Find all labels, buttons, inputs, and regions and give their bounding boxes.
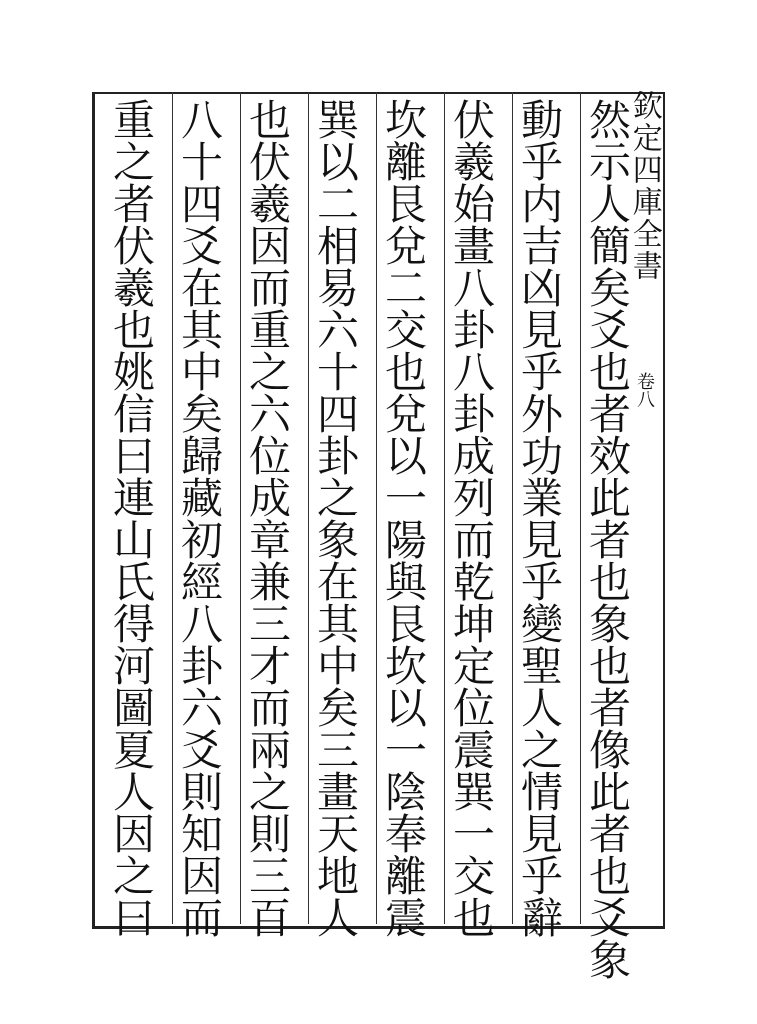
text-column-8 — [104, 96, 164, 943]
character: 也 — [588, 348, 631, 397]
character: 因 — [112, 810, 155, 859]
character: 以 — [384, 684, 427, 733]
character: 羲 — [112, 264, 155, 313]
character: 一 — [384, 726, 427, 775]
character: 羲 — [452, 138, 495, 187]
character: 業 — [520, 474, 563, 523]
character: 爻 — [180, 222, 223, 271]
character: 者 — [588, 810, 631, 859]
text-column-6 — [240, 96, 300, 943]
character: 象 — [316, 516, 359, 565]
character: 八 — [180, 600, 223, 649]
character: 成 — [248, 474, 291, 523]
character: 以 — [316, 138, 359, 187]
character: 聖 — [520, 642, 563, 691]
character: 也 — [384, 348, 427, 397]
character: 一 — [452, 810, 495, 859]
character: 中 — [316, 642, 359, 691]
character: 六 — [180, 684, 223, 733]
character: 畫 — [452, 222, 495, 271]
character: 巽 — [452, 768, 495, 817]
character: 四 — [180, 180, 223, 229]
character: 坎 — [384, 642, 427, 691]
character: 而 — [248, 264, 291, 313]
character: 十 — [316, 348, 359, 397]
character: 初 — [180, 516, 223, 565]
character: 者 — [112, 180, 155, 229]
character: 畫 — [316, 768, 359, 817]
character: 百 — [248, 894, 291, 943]
character: 兌 — [384, 390, 427, 439]
character: 而 — [180, 894, 223, 943]
character: 歸 — [180, 432, 223, 481]
character: 象 — [588, 936, 631, 985]
character: 則 — [248, 810, 291, 859]
character: 藏 — [180, 474, 223, 523]
character: 而 — [248, 684, 291, 733]
character: 定 — [452, 642, 495, 691]
character: 一 — [384, 474, 427, 523]
character: 爻 — [588, 306, 631, 355]
character: 十 — [180, 138, 223, 187]
character: 天 — [316, 810, 359, 859]
character: 連 — [112, 474, 155, 523]
character: 相 — [316, 222, 359, 271]
character: 兼 — [248, 558, 291, 607]
character: 三 — [316, 726, 359, 775]
character: 人 — [112, 768, 155, 817]
character: 示 — [588, 138, 631, 187]
character: 也 — [588, 852, 631, 901]
character: 矣 — [588, 264, 631, 313]
character: 八 — [452, 264, 495, 313]
character: 見 — [520, 810, 563, 859]
character: 交 — [384, 306, 427, 355]
character: 艮 — [384, 180, 427, 229]
character: 震 — [384, 894, 427, 943]
character: 效 — [588, 432, 631, 481]
character: 吉 — [520, 222, 563, 271]
text-column-3 — [444, 96, 504, 943]
character: 乎 — [520, 852, 563, 901]
character: 乎 — [520, 348, 563, 397]
character: 曰 — [112, 432, 155, 481]
character: 三 — [248, 852, 291, 901]
character: 重 — [248, 306, 291, 355]
character: 然 — [588, 96, 631, 145]
character: 才 — [248, 642, 291, 691]
character: 之 — [112, 138, 155, 187]
character: 知 — [180, 810, 223, 859]
character: 乎 — [520, 138, 563, 187]
character: 列 — [452, 474, 495, 523]
character: 此 — [588, 474, 631, 523]
character: 與 — [384, 558, 427, 607]
character: 三 — [248, 600, 291, 649]
character: 在 — [180, 264, 223, 313]
character: 變 — [520, 600, 563, 649]
character: 經 — [180, 558, 223, 607]
text-column-2 — [512, 96, 572, 943]
character: 見 — [520, 516, 563, 565]
book-title: 欽定四庫全書 — [626, 90, 662, 282]
character: 者 — [588, 390, 631, 439]
character: 卦 — [452, 306, 495, 355]
character: 情 — [520, 768, 563, 817]
character: 信 — [112, 390, 155, 439]
character: 伏 — [248, 138, 291, 187]
character: 因 — [248, 222, 291, 271]
character: 也 — [588, 558, 631, 607]
character: 得 — [112, 600, 155, 649]
character: 此 — [588, 768, 631, 817]
character: 人 — [520, 684, 563, 733]
character: 而 — [452, 516, 495, 565]
character: 因 — [180, 852, 223, 901]
character: 矣 — [316, 684, 359, 733]
character: 坤 — [452, 600, 495, 649]
character: 二 — [384, 264, 427, 313]
character: 之 — [248, 348, 291, 397]
character: 像 — [588, 726, 631, 775]
character: 奉 — [384, 810, 427, 859]
character: 也 — [112, 306, 155, 355]
character: 功 — [520, 432, 563, 481]
character: 震 — [452, 726, 495, 775]
text-column-7 — [172, 96, 232, 943]
character: 内 — [520, 180, 563, 229]
character: 坎 — [384, 96, 427, 145]
character: 伏 — [452, 96, 495, 145]
character: 位 — [452, 684, 495, 733]
character: 簡 — [588, 222, 631, 271]
character: 卦 — [452, 390, 495, 439]
character: 以 — [384, 432, 427, 481]
character: 羲 — [248, 180, 291, 229]
character: 人 — [588, 180, 631, 229]
character: 之 — [520, 726, 563, 775]
character: 乾 — [452, 558, 495, 607]
character: 地 — [316, 852, 359, 901]
character: 夏 — [112, 726, 155, 775]
character: 外 — [520, 390, 563, 439]
character: 位 — [248, 432, 291, 481]
character: 其 — [316, 600, 359, 649]
character: 六 — [248, 390, 291, 439]
character: 卦 — [316, 432, 359, 481]
character: 山 — [112, 516, 155, 565]
character: 則 — [180, 768, 223, 817]
character: 八 — [452, 348, 495, 397]
character: 辭 — [520, 894, 563, 943]
character: 曰 — [112, 894, 155, 943]
character: 象 — [588, 600, 631, 649]
character: 之 — [112, 852, 155, 901]
text-column-1 — [580, 96, 640, 985]
character: 交 — [452, 852, 495, 901]
character: 重 — [112, 96, 155, 145]
text-column-4 — [376, 96, 436, 943]
character: 凶 — [520, 264, 563, 313]
character: 六 — [316, 306, 359, 355]
character: 其 — [180, 306, 223, 355]
character: 巽 — [316, 96, 359, 145]
volume-label: 卷八 — [634, 372, 655, 408]
character: 爻 — [180, 726, 223, 775]
character: 也 — [248, 96, 291, 145]
character: 陽 — [384, 516, 427, 565]
character: 乎 — [520, 558, 563, 607]
character: 者 — [588, 684, 631, 733]
character: 始 — [452, 180, 495, 229]
character: 之 — [248, 768, 291, 817]
character: 矣 — [180, 390, 223, 439]
character: 陰 — [384, 768, 427, 817]
character: 在 — [316, 558, 359, 607]
character: 也 — [588, 642, 631, 691]
character: 圖 — [112, 684, 155, 733]
character: 八 — [180, 96, 223, 145]
character: 兩 — [248, 726, 291, 775]
character: 艮 — [384, 600, 427, 649]
character: 伏 — [112, 222, 155, 271]
character: 人 — [316, 894, 359, 943]
character: 氏 — [112, 558, 155, 607]
character: 爻 — [588, 894, 631, 943]
character: 四 — [316, 390, 359, 439]
character: 也 — [452, 894, 495, 943]
character: 中 — [180, 348, 223, 397]
character: 易 — [316, 264, 359, 313]
character: 者 — [588, 516, 631, 565]
character: 兌 — [384, 222, 427, 271]
character: 之 — [316, 474, 359, 523]
character: 離 — [384, 138, 427, 187]
character: 離 — [384, 852, 427, 901]
character: 見 — [520, 306, 563, 355]
character: 成 — [452, 432, 495, 481]
text-column-5 — [308, 96, 368, 943]
character: 卦 — [180, 642, 223, 691]
character: 二 — [316, 180, 359, 229]
character: 姚 — [112, 348, 155, 397]
character: 章 — [248, 516, 291, 565]
character: 動 — [520, 96, 563, 145]
character: 河 — [112, 642, 155, 691]
